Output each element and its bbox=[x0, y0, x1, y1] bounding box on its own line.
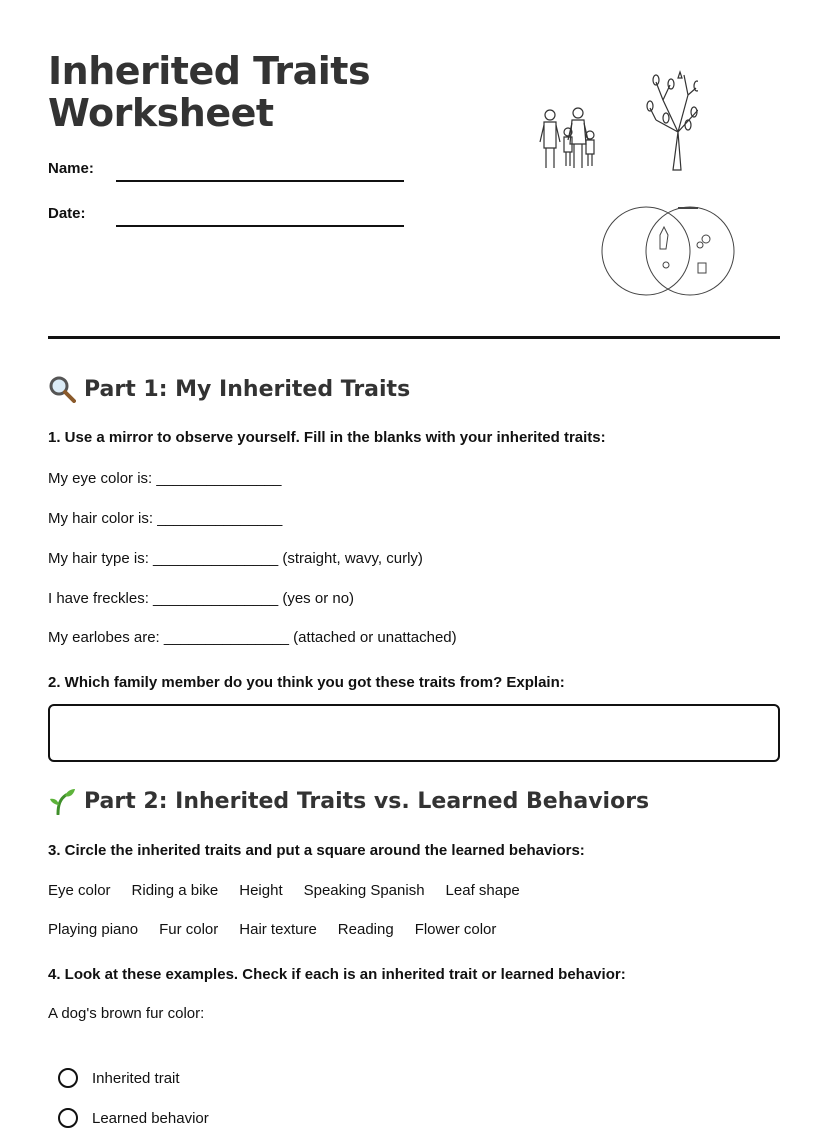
date-field[interactable] bbox=[116, 225, 404, 227]
name-label: Name: bbox=[48, 160, 94, 177]
part2-heading: Part 2: Inherited Traits vs. Learned Behaviors bbox=[48, 787, 649, 815]
option-label: Learned behavior bbox=[92, 1109, 209, 1127]
venn-diagram-illustration bbox=[598, 205, 736, 297]
example-dog-fur: A dog's brown fur color: bbox=[48, 1005, 205, 1022]
word-bank-item[interactable]: Hair texture bbox=[239, 921, 317, 938]
word-bank-item[interactable]: Eye color bbox=[48, 882, 111, 899]
part1-heading: Part 1: My Inherited Traits bbox=[48, 375, 410, 403]
question-3: 3. Circle the inherited traits and put a square around the learned behaviors: bbox=[48, 842, 585, 859]
seedling-icon bbox=[48, 787, 76, 815]
question-1: 1. Use a mirror to observe yourself. Fill in the blanks with your inherited traits: bbox=[48, 429, 606, 446]
eye-color-line[interactable]: My eye color is: _______________ bbox=[48, 470, 282, 487]
page-title: Inherited Traits Worksheet bbox=[48, 49, 371, 135]
freckles-line[interactable]: I have freckles: _______________ (yes or no) bbox=[48, 590, 355, 607]
hair-color-line[interactable]: My hair color is: _______________ bbox=[48, 510, 283, 527]
word-bank-row-1 bbox=[48, 882, 520, 899]
option-label: Inherited trait bbox=[92, 1069, 180, 1087]
word-bank-item[interactable]: Reading bbox=[337, 921, 394, 938]
family-tree-illustration bbox=[538, 70, 698, 175]
radio-button[interactable] bbox=[58, 1068, 78, 1088]
hair-type-line[interactable]: My hair type is: _______________ (straight, wavy, curly) bbox=[48, 550, 423, 567]
name-field[interactable] bbox=[116, 180, 404, 182]
word-bank-item[interactable]: Height bbox=[239, 882, 283, 899]
word-bank-item[interactable]: Flower color bbox=[414, 921, 497, 938]
section-divider bbox=[48, 336, 780, 339]
option-inherited-trait[interactable] bbox=[58, 1068, 180, 1088]
date-label: Date: bbox=[48, 205, 86, 222]
word-bank-item[interactable]: Playing piano bbox=[48, 921, 139, 938]
explanation-answer-box[interactable] bbox=[48, 704, 780, 762]
magnifying-glass-icon bbox=[48, 375, 76, 403]
radio-button[interactable] bbox=[58, 1108, 78, 1128]
word-bank-item[interactable]: Riding a bike bbox=[131, 882, 219, 899]
question-4: 4. Look at these examples. Check if each is an inherited trait or learned behavior: bbox=[48, 966, 626, 983]
option-learned-behavior[interactable] bbox=[58, 1108, 209, 1128]
question-2: 2. Which family member do you think you got these traits from? Explain: bbox=[48, 674, 565, 691]
word-bank-item[interactable]: Leaf shape bbox=[445, 882, 520, 899]
word-bank-item[interactable]: Fur color bbox=[159, 921, 219, 938]
word-bank-item[interactable]: Speaking Spanish bbox=[303, 882, 425, 899]
earlobes-line[interactable]: My earlobes are: _______________ (attached or unattached) bbox=[48, 629, 457, 646]
word-bank-row-2 bbox=[48, 921, 496, 938]
